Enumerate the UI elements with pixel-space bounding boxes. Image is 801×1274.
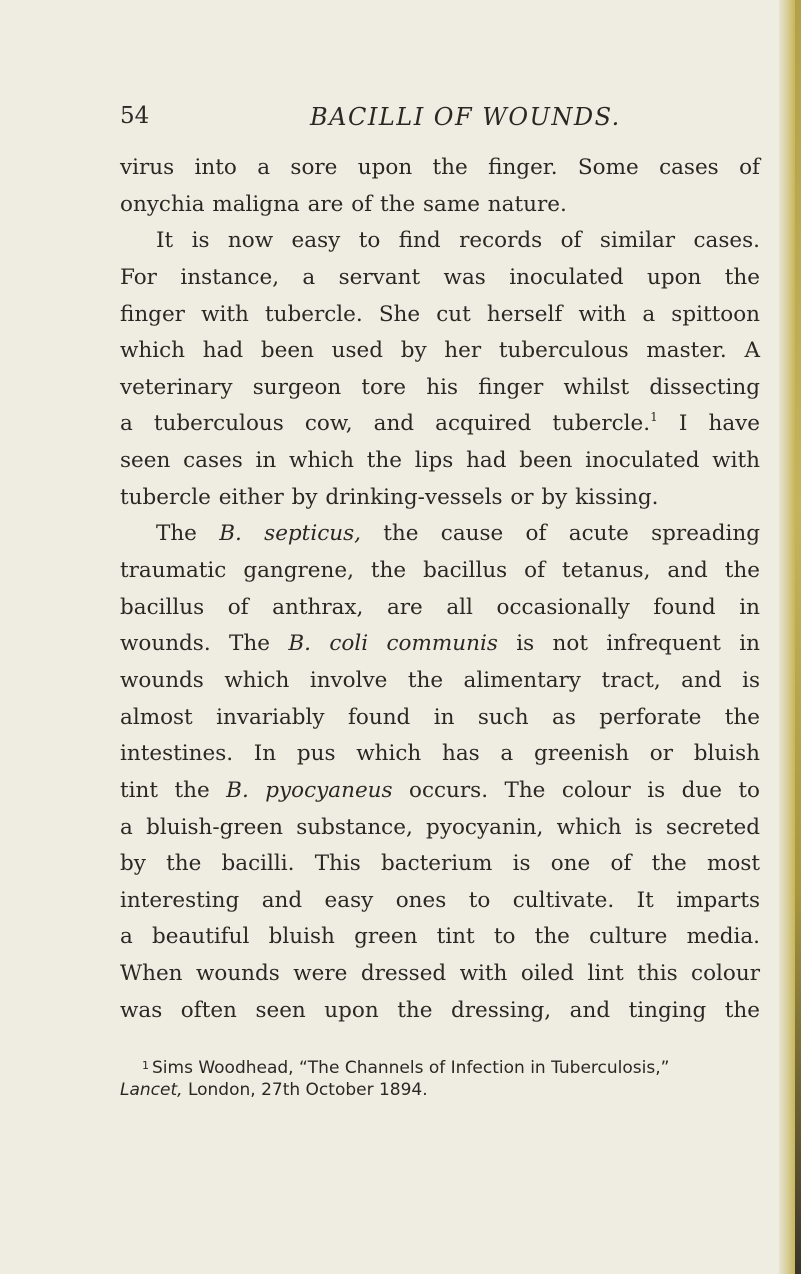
- text-line: by the bacilli. This bacterium is one of the most: [120, 851, 760, 877]
- footnote-line: [120, 1078, 760, 1102]
- text-line: It is now easy to find records of similar cases.: [156, 228, 760, 254]
- text-line: [120, 773, 760, 810]
- footnote-mark: 1: [142, 1059, 149, 1072]
- text-run: occurs. The colour is due to: [392, 777, 760, 803]
- text-run: a tuberculous cow, and acquired tubercle.: [120, 411, 651, 437]
- text-line: When wounds were dressed with oiled lint this colour: [120, 961, 760, 987]
- text-line: intestines. In pus which has a greenish or bluish: [120, 741, 760, 767]
- page-header: [120, 103, 760, 137]
- text-line: [120, 516, 760, 553]
- text-line: almost invariably found in such as perforate the: [120, 704, 760, 730]
- text-line: tubercle either by drinking-vessels or by kissing.: [120, 484, 659, 510]
- text-line: which had been used by her tuberculous master. A: [120, 338, 760, 364]
- text-run: the cause of acute spreading: [360, 521, 760, 547]
- text-line: [120, 626, 760, 663]
- footnote-reference: 1: [650, 410, 658, 425]
- text-line: onychia maligna are of the same nature.: [120, 191, 567, 217]
- text-run: is not infrequent in: [497, 631, 760, 657]
- species-name: B. coli communis: [288, 631, 498, 657]
- footnote-line: [120, 1054, 760, 1078]
- text-line: traumatic gangrene, the bacillus of tetanus, and the: [120, 558, 760, 584]
- text-line: finger with tubercle. She cut herself with a spittoon: [120, 301, 760, 327]
- text-line: wounds which involve the alimentary tract, and is: [120, 667, 760, 693]
- running-title: BACILLI OF WOUNDS.: [310, 103, 621, 131]
- page-number: 54: [120, 103, 150, 129]
- text-line: veterinary surgeon tore his finger whilst dissecting: [120, 374, 760, 400]
- footnote-citation: Sims Woodhead, “The Channels of Infection in Tuberculosis,”: [152, 1058, 670, 1078]
- footnote-citation-rest: London, 27th October 1894.: [182, 1080, 428, 1100]
- text-line: was often seen upon the dressing, and tinging the: [120, 997, 760, 1023]
- text-line: interesting and easy ones to cultivate. It imparts: [120, 887, 760, 913]
- text-line: virus into a sore upon the finger. Some cases of: [120, 155, 760, 180]
- text-run: I have: [657, 411, 761, 437]
- body-text: [120, 150, 760, 1029]
- text-line: For instance, a servant was inoculated upon the: [120, 264, 760, 290]
- text-run: wounds. The: [120, 631, 289, 657]
- species-name: B. pyocyaneus: [226, 777, 393, 803]
- text-line: [120, 406, 760, 443]
- species-name: B. septicus,: [219, 521, 361, 547]
- text-run: The: [156, 521, 220, 547]
- text-line: seen cases in which the lips had been inoculated with: [120, 448, 760, 474]
- journal-name: Lancet,: [120, 1080, 183, 1100]
- text-run: tint the: [120, 777, 227, 803]
- page-edge-shadow: [795, 0, 801, 1274]
- text-line: a beautiful bluish green tint to the culture media.: [120, 924, 760, 950]
- text-line: bacillus of anthrax, are all occasionally found in: [120, 594, 760, 620]
- footnote: [120, 1054, 760, 1102]
- text-line: a bluish-green substance, pyocyanin, which is secreted: [120, 814, 760, 840]
